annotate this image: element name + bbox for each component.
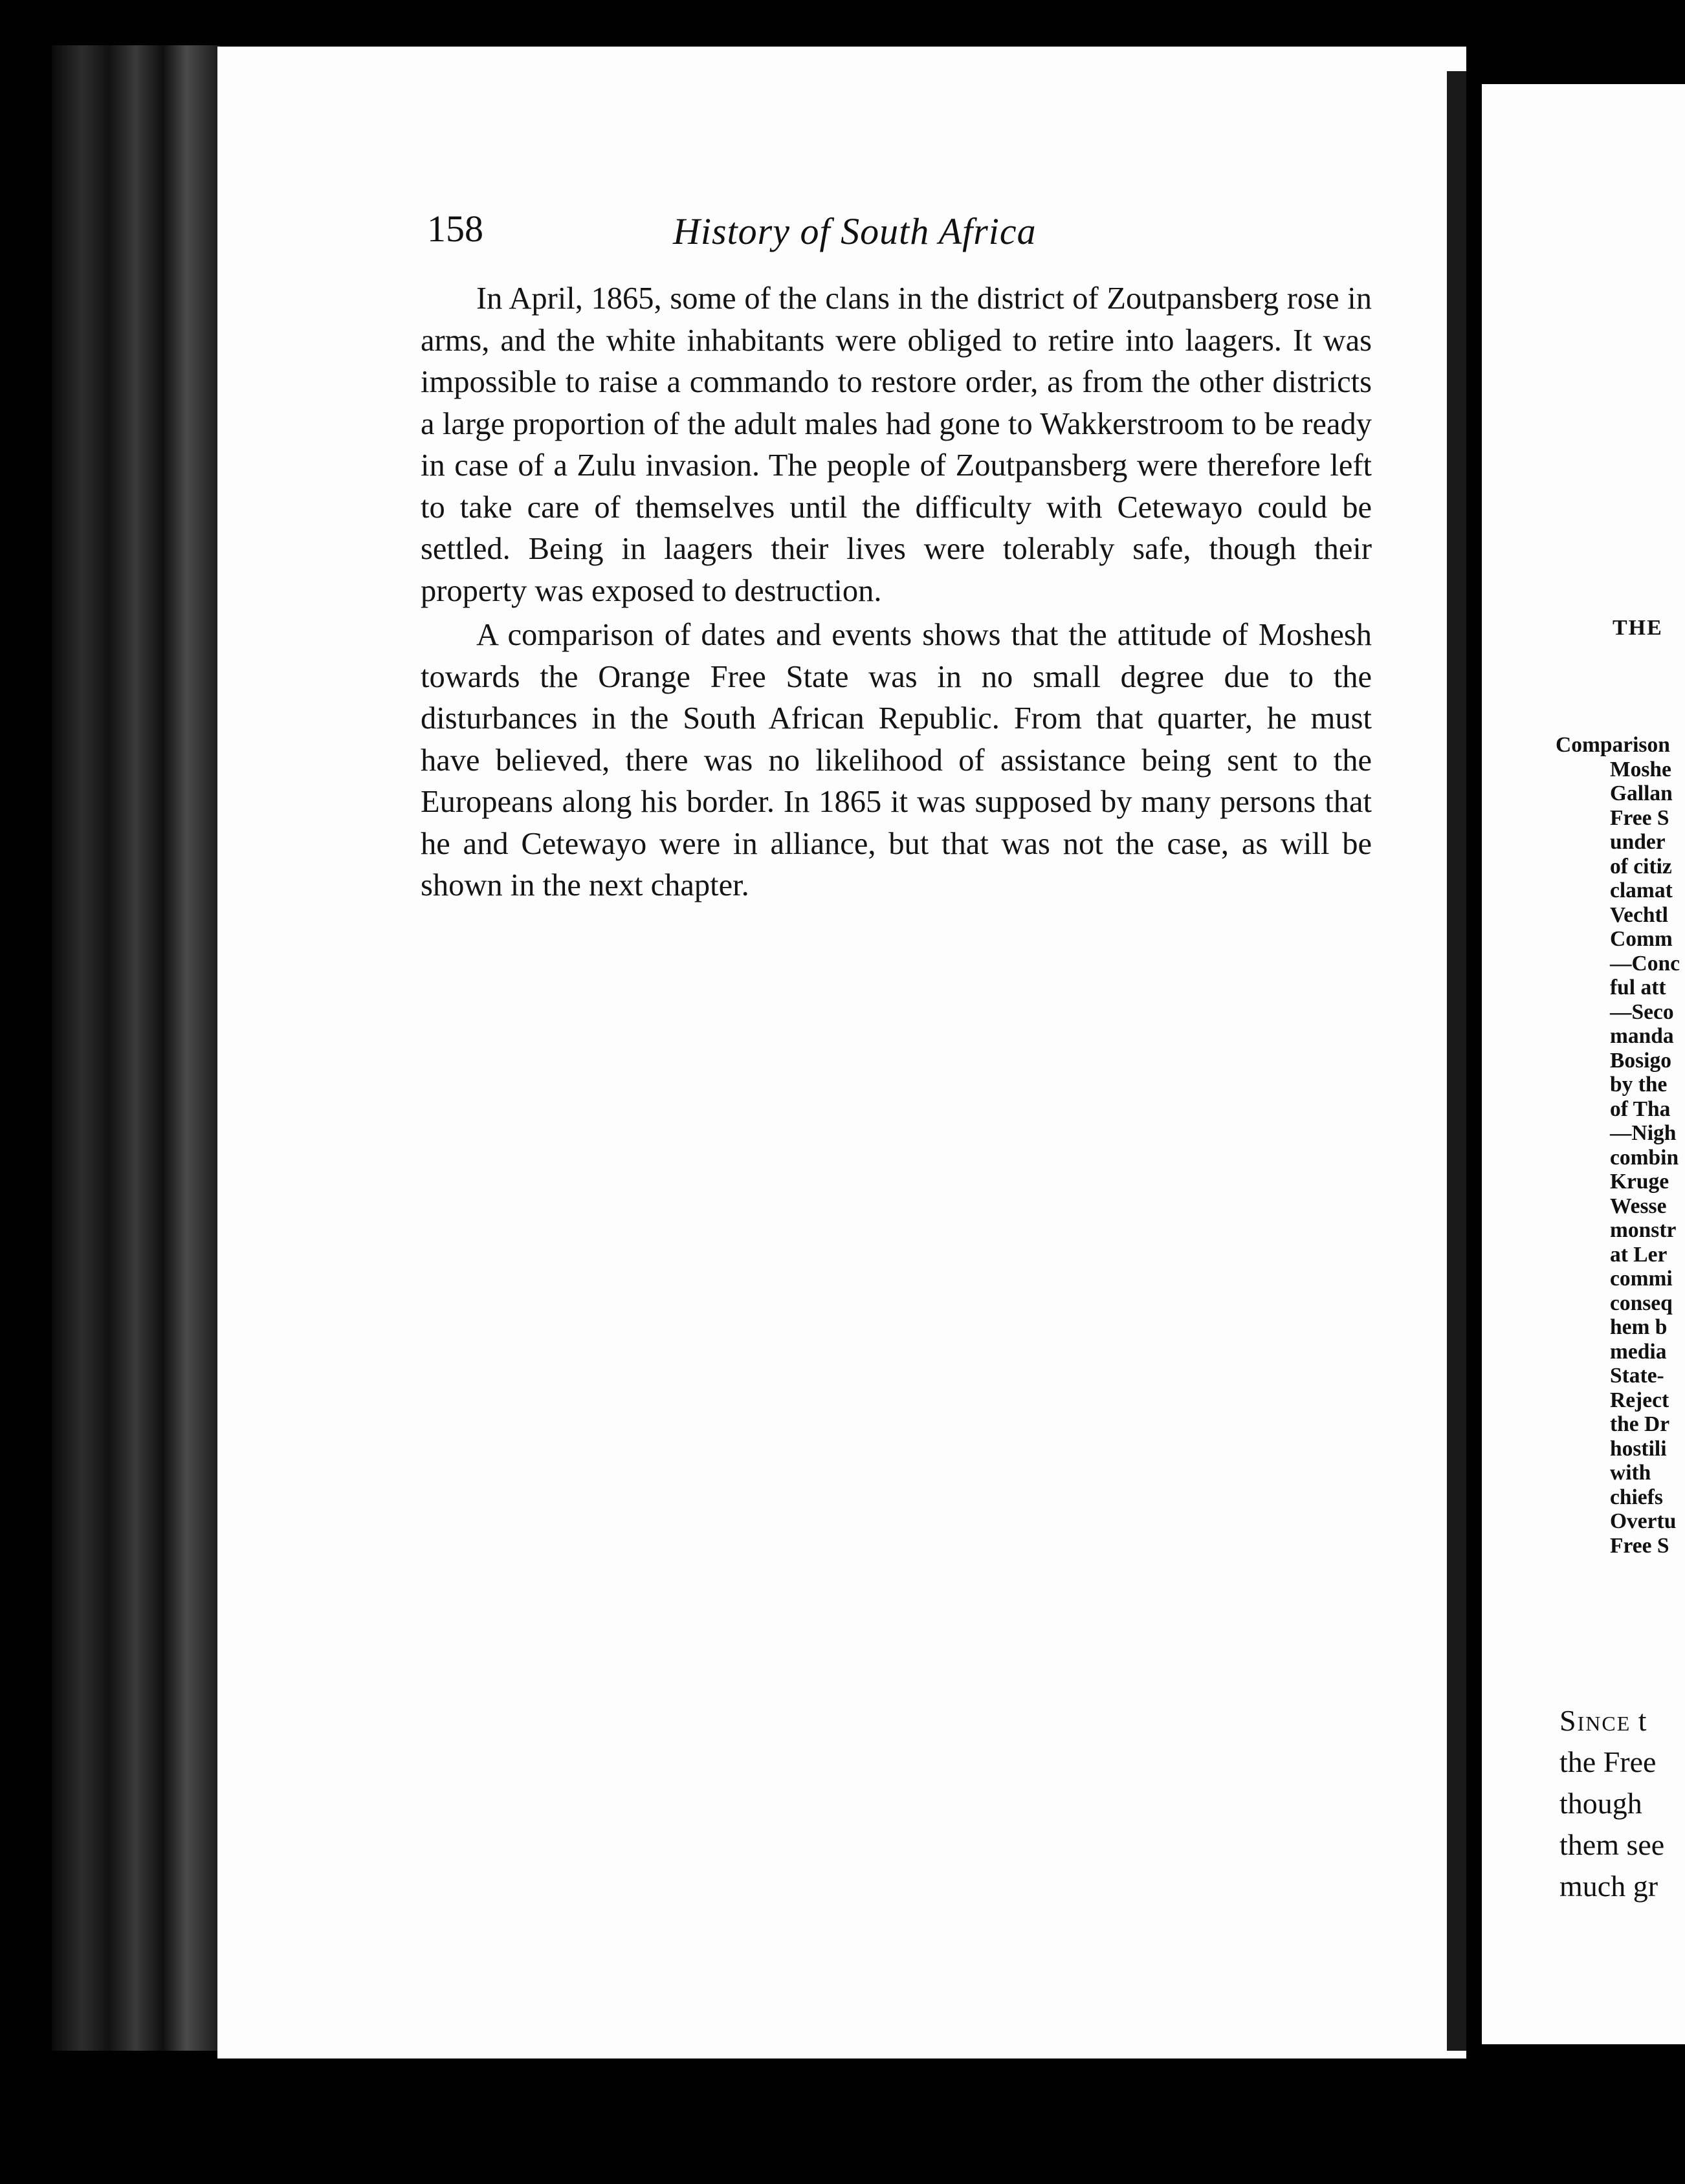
summary-line: Free S [1610, 805, 1669, 830]
chapter-summary [1556, 733, 1685, 1558]
summary-line: hem b [1610, 1315, 1668, 1339]
summary-line: by the [1610, 1073, 1668, 1097]
paragraph-2: A comparison of dates and events shows that the attitude of Moshesh towards the Orange Free State was in no small degree due to the disturbances in the South African Republic. From that quarter, he must have believed, there was no likelihood of assistance being sent to the Europeans along his border. In 1865 it was supposed by many persons that he and Cetewayo were in alliance, but that was not the case, as will be shown in the next chapter. [421, 618, 1372, 902]
summary-line: Bosigo [1610, 1048, 1671, 1073]
summary-line: clamat [1610, 879, 1673, 902]
summary-line: Comm [1610, 927, 1673, 951]
opening-line: them see [1559, 1828, 1665, 1861]
body-text [421, 278, 1372, 910]
summary-line: Moshe [1610, 757, 1671, 781]
summary-line: Wesse [1610, 1194, 1667, 1218]
opening-line [1559, 1700, 1685, 1742]
running-title: History of South Africa [673, 210, 1037, 252]
opening-first-line-rest: t [1638, 1704, 1647, 1737]
summary-line: Gallan [1610, 781, 1673, 805]
summary-line: State- [1610, 1364, 1664, 1388]
page-gutter [1447, 71, 1466, 2051]
summary-line: at Ler [1610, 1242, 1668, 1267]
summary-line: Vechtl [1610, 902, 1668, 927]
opening-line: though [1559, 1787, 1642, 1820]
summary-line: Overtu [1610, 1509, 1677, 1533]
summary-line: —Nigh [1610, 1121, 1677, 1145]
summary-line: manda [1610, 1024, 1674, 1048]
paragraph-1: In April, 1865, some of the clans in the district of Zoutpansberg rose in arms, and the white inhabitants were obliged to retire into laagers. It was impossible to raise a commando to restore order, as from the other districts a large proportion of the adult males had gone to Wakkerstroom to be ready in case of a Zulu invasion. The people of Zoutpansberg were therefore left to take care of themselves until the difficulty with Cetewayo could be settled. Being in laagers their lives were tolerably safe, though their property was exposed to destruction. [421, 281, 1372, 608]
summary-line: monstr [1610, 1218, 1677, 1242]
summary-line: media [1610, 1339, 1667, 1364]
summary-line: under [1610, 830, 1666, 854]
summary-line: commi [1610, 1267, 1673, 1291]
opening-line: much gr [1559, 1870, 1658, 1903]
summary-line: Comparison [1556, 733, 1670, 757]
summary-line: —Seco [1610, 999, 1674, 1024]
chapter-opening-text [1559, 1700, 1685, 1907]
summary-line: of citiz [1610, 854, 1672, 879]
page-header [427, 207, 1139, 272]
summary-line: conseq [1610, 1291, 1673, 1315]
summary-line: combin [1610, 1145, 1679, 1170]
summary-line: ful att [1610, 976, 1666, 999]
summary-line: with [1610, 1461, 1651, 1485]
summary-line: chiefs [1610, 1485, 1663, 1509]
summary-line: Free S [1610, 1533, 1669, 1558]
chapter-label: THE [1613, 616, 1663, 640]
summary-line: of Tha [1610, 1097, 1671, 1121]
summary-line: the Dr [1610, 1412, 1670, 1436]
summary-line: —Conc [1610, 951, 1680, 976]
summary-line: Reject [1610, 1388, 1669, 1412]
opening-first-word: Since [1559, 1704, 1631, 1737]
opening-line: the Free [1559, 1745, 1657, 1778]
summary-line: hostili [1610, 1436, 1667, 1461]
page-number: 158 [427, 208, 483, 250]
summary-line: Kruge [1610, 1170, 1669, 1194]
book-spine-edge [52, 45, 220, 2051]
